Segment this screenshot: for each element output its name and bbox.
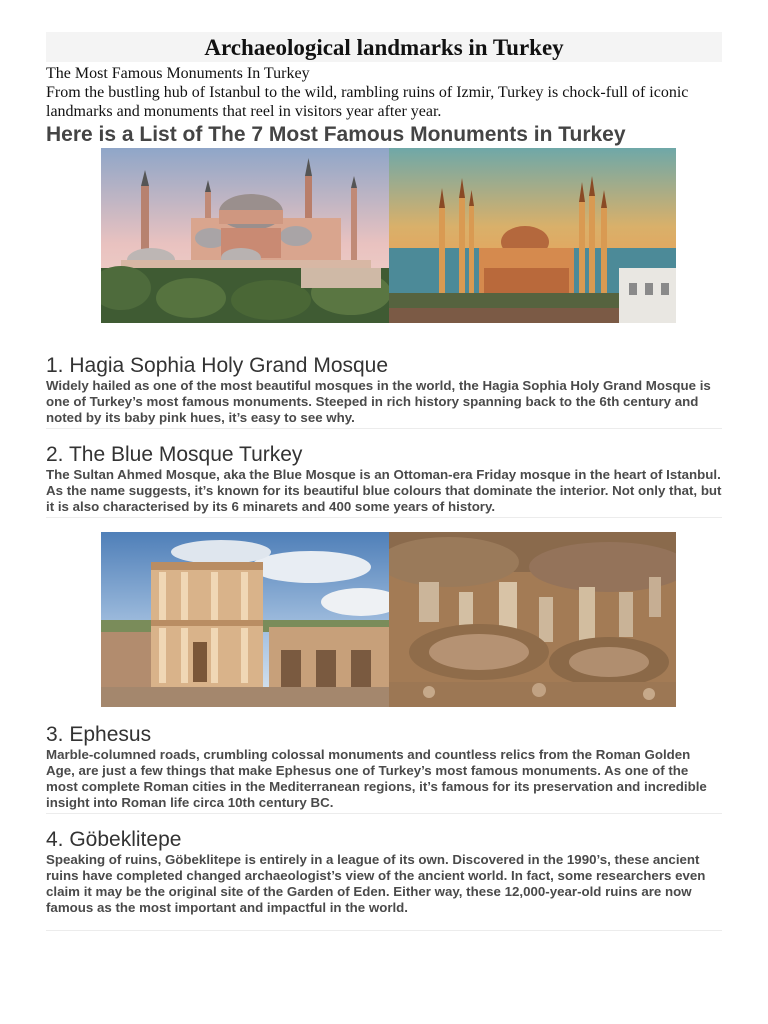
section-ephesus (46, 723, 722, 814)
page-title: Archaeological landmarks in Turkey (46, 32, 722, 62)
divider (46, 930, 722, 931)
photo-row-mosques (101, 148, 676, 323)
page-subtitle: The Most Famous Monuments In Turkey (46, 65, 310, 82)
section-body: Widely hailed as one of the most beautiful mosques in the world, the Hagia Sophia Holy Grand Mosque is one of Turkey’s most famous monuments. Steeped in rich history spanning back to the 6th century and noted by its baby pink hues, it’s easy to see why. (46, 378, 711, 425)
document-page (46, 32, 722, 931)
ephesus-photo (101, 532, 389, 707)
section-body: The Sultan Ahmed Mosque, aka the Blue Mosque is an Ottoman-era Friday mosque in the heart of Istanbul. As the name suggests, it’s known for its beautiful blue colours that dominate the interior. Not only that, but it is also characterised by its 6 minarets and 400 some years of history. (46, 467, 722, 514)
section-title: 1. Hagia Sophia Holy Grand Mosque (46, 354, 389, 377)
list-heading: Here is a List of The 7 Most Famous Monuments in Turkey (46, 123, 626, 146)
section-gobeklitepe (46, 828, 722, 931)
section-title: 4. Göbeklitepe (46, 828, 182, 851)
divider (46, 428, 722, 429)
hagia-sophia-photo (101, 148, 389, 323)
blue-mosque-photo (389, 148, 676, 323)
section-blue-mosque (46, 443, 722, 518)
gobeklitepe-photo (389, 532, 676, 707)
section-body: Marble-columned roads, crumbling colossal monuments and countless relics from the Roman Golden Age, are just a few things that make Ephesus one of Turkey’s most famous monuments. As one of the most complete Roman cities in the Mediterranean regions, it’s famous for its preservation and incredible insight into Roman life circa 10th century BC. (46, 747, 707, 810)
divider (46, 813, 722, 814)
section-hagia-sophia (46, 354, 722, 429)
photo-row-ruins (101, 532, 676, 707)
divider (46, 517, 722, 518)
section-title: 2. The Blue Mosque Turkey (46, 443, 303, 466)
intro-paragraph: From the bustling hub of Istanbul to the wild, rambling ruins of Izmir, Turkey is chock-full of iconic landmarks and monuments that reel in visitors year after year. (46, 84, 689, 120)
section-body: Speaking of ruins, Göbeklitepe is entirely in a league of its own. Discovered in the 1990’s, these ancient ruins have completed changed archaeologist’s view of the ancient world. In fact, some researchers even claim it may be the original site of the Garden of Eden. Either way, these 12,000-year-old ruins are now famous as the most important and impactful in the world. (46, 852, 706, 915)
section-title: 3. Ephesus (46, 723, 152, 746)
